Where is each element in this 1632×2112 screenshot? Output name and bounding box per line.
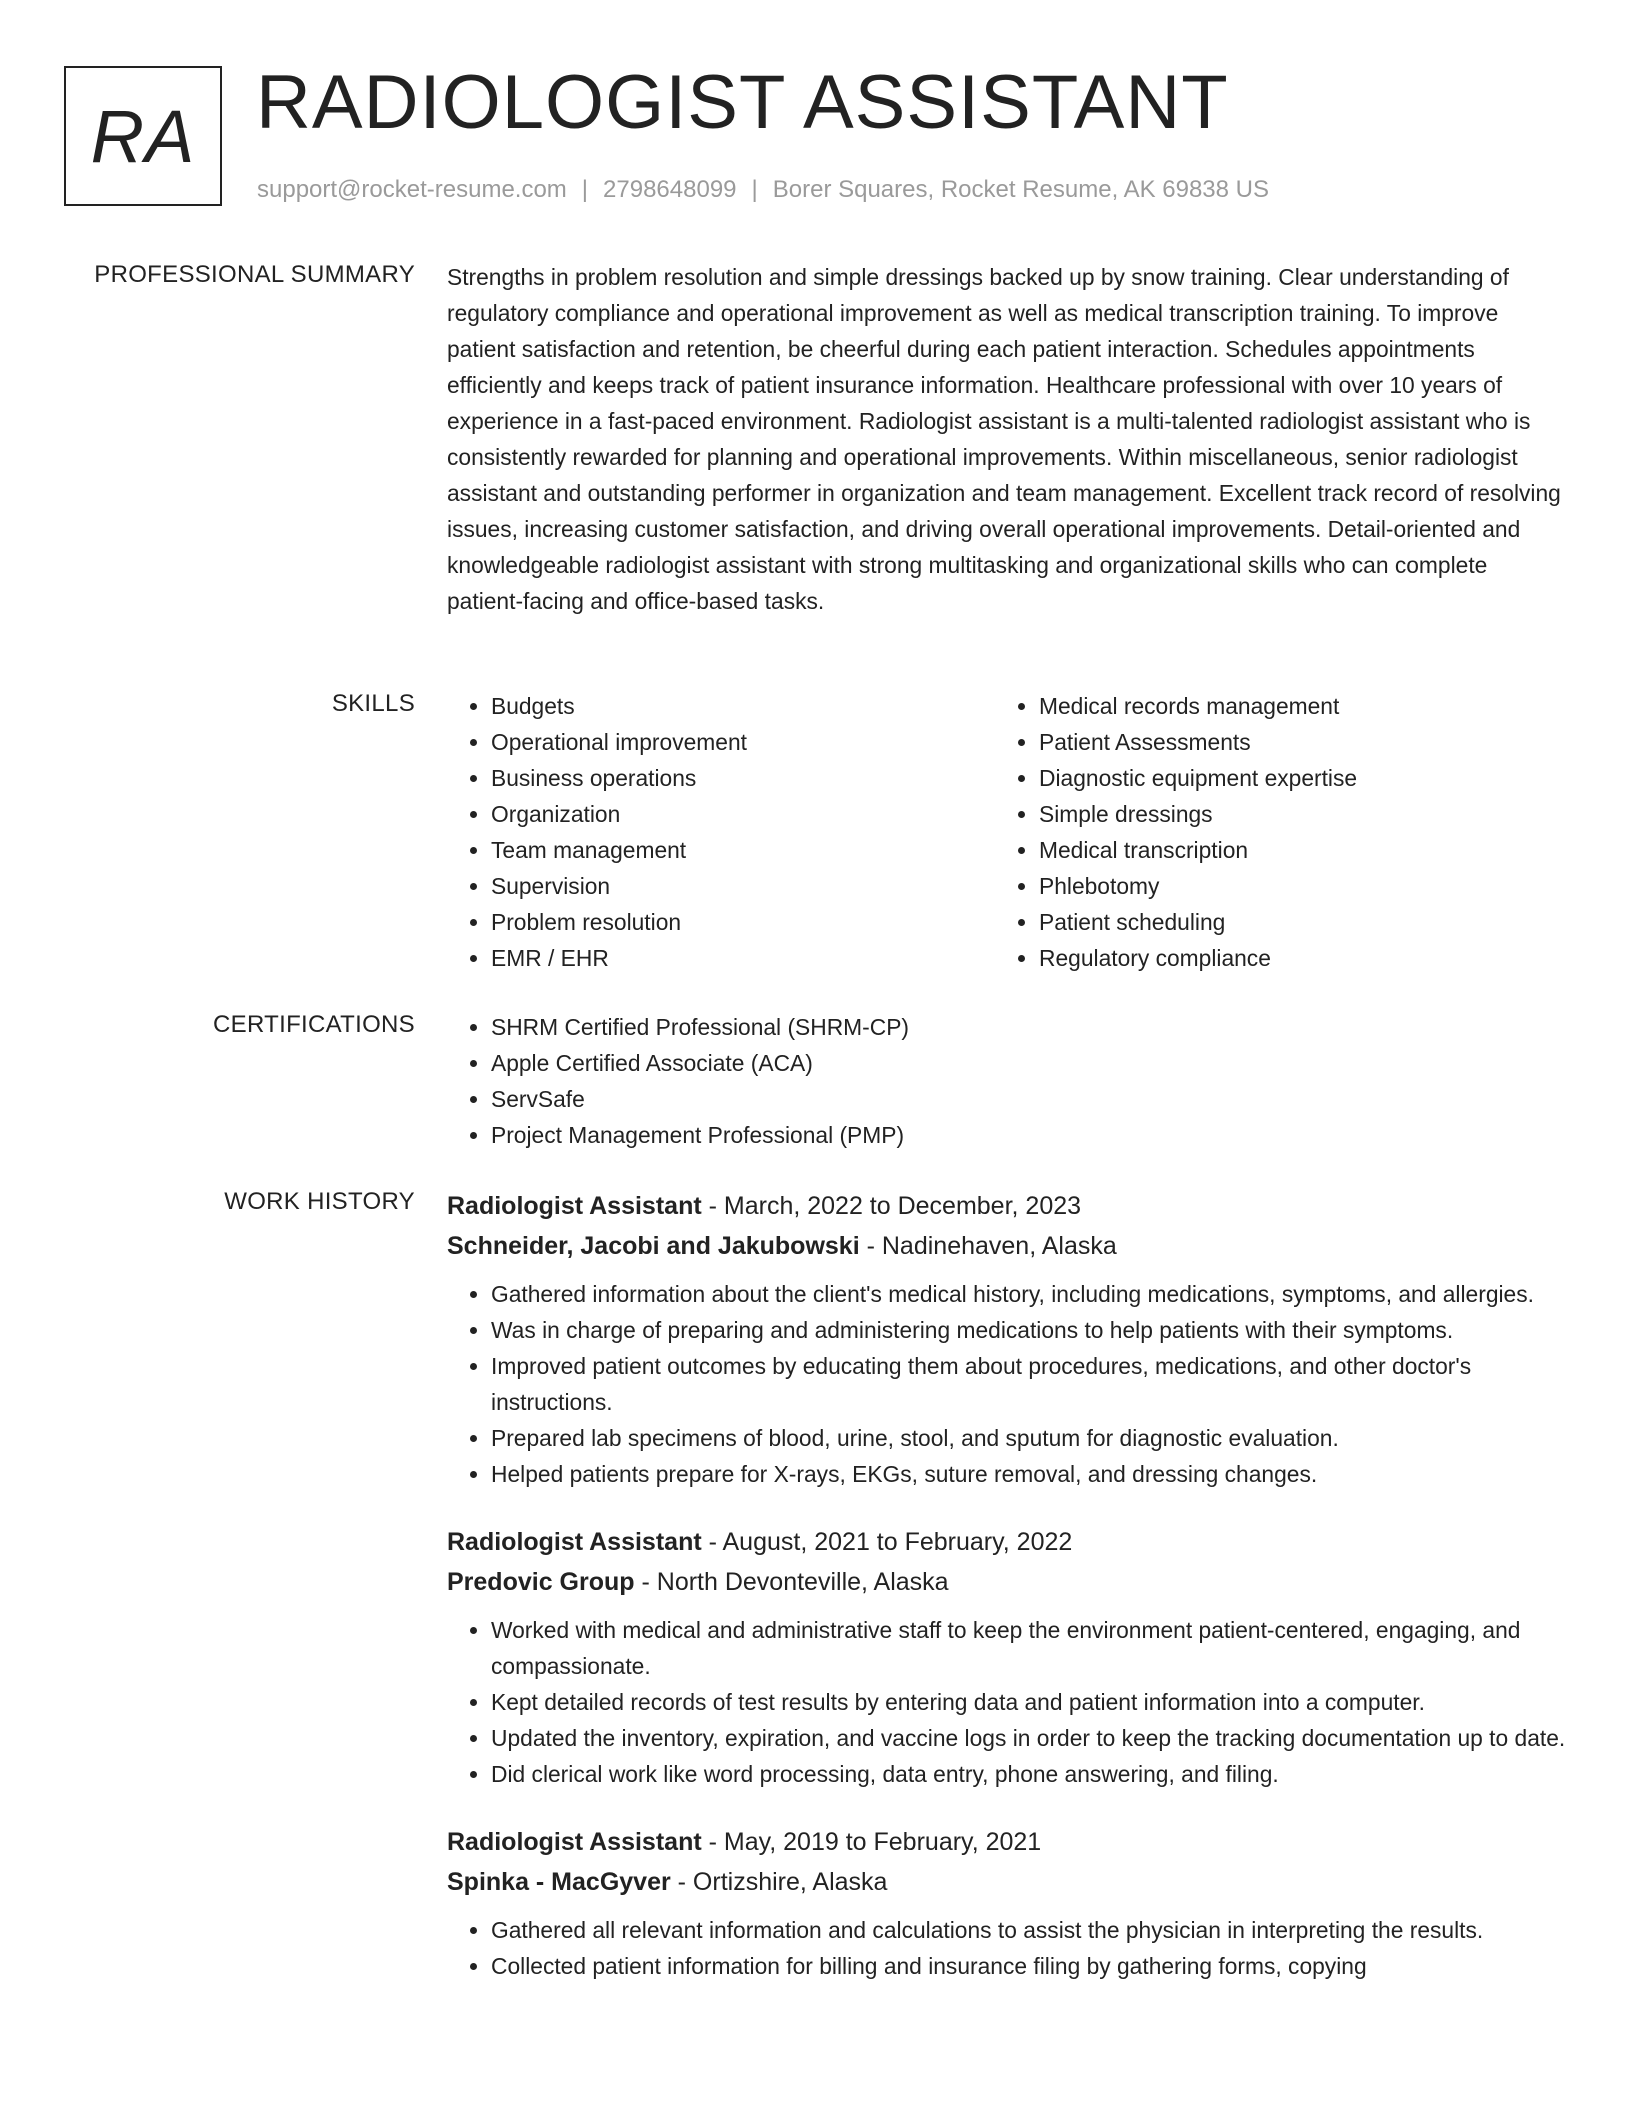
skill-item: • Budgets: [491, 688, 747, 724]
job-dates: - August, 2021 to February, 2022: [701, 1528, 1073, 1556]
resume-name: RADIOLOGIST ASSISTANT: [256, 60, 1229, 145]
skill-item: • EMR / EHR: [491, 940, 747, 976]
job-title-line: [447, 1186, 1567, 1226]
job-bullets: [447, 1276, 1567, 1492]
certification-item: • SHRM Certified Professional (SHRM-CP): [491, 1009, 1567, 1045]
certifications-heading: CERTIFICATIONS: [213, 1011, 415, 1038]
skills-heading: SKILLS: [331, 690, 415, 717]
work-history-heading: WORK HISTORY: [224, 1188, 415, 1215]
job-bullets: [447, 1912, 1567, 1984]
job-title: Radiologist Assistant: [447, 1528, 702, 1556]
certifications-body: [447, 1009, 1567, 1153]
job-company-line: [447, 1862, 1567, 1902]
job-company: Predovic Group: [447, 1568, 635, 1596]
job-bullet: • Helped patients prepare for X-rays, EKGs, suture removal, and dressing changes.: [491, 1456, 1567, 1492]
contact-email: support@rocket-resume.com: [257, 176, 567, 203]
job-bullet: • Prepared lab specimens of blood, urine, stool, and sputum for diagnostic evaluation.: [491, 1420, 1567, 1456]
job-location: - Ortizshire, Alaska: [670, 1868, 888, 1896]
certifications-list: [447, 1009, 1567, 1153]
job-bullet: • Collected patient information for billing and insurance filing by gathering forms, copying: [491, 1948, 1567, 1984]
job-title-line: [447, 1822, 1567, 1862]
skill-item: • Regulatory compliance: [1039, 940, 1357, 976]
job-bullet: • Gathered information about the client's medical history, including medications, symptoms, and allergies.: [491, 1276, 1567, 1312]
job-bullet: • Gathered all relevant information and calculations to assist the physician in interpreting the results.: [491, 1912, 1567, 1948]
skill-item: • Patient scheduling: [1039, 904, 1357, 940]
skill-item: • Operational improvement: [491, 724, 747, 760]
skill-item: • Medical transcription: [1039, 832, 1357, 868]
skill-item: • Diagnostic equipment expertise: [1039, 760, 1357, 796]
job-dates: - May, 2019 to February, 2021: [701, 1828, 1042, 1856]
job-bullet: • Did clerical work like word processing, data entry, phone answering, and filing.: [491, 1756, 1567, 1792]
skill-item: • Supervision: [491, 868, 747, 904]
skill-item: • Business operations: [491, 760, 747, 796]
summary-heading: PROFESSIONAL SUMMARY: [94, 261, 415, 288]
job-bullet: • Worked with medical and administrative staff to keep the environment patient-centered, engaging, and compassionate.: [491, 1612, 1567, 1684]
monogram-logo: RA: [64, 66, 222, 206]
skill-item: • Simple dressings: [1039, 796, 1357, 832]
contact-address: Borer Squares, Rocket Resume, AK 69838 US: [772, 176, 1270, 203]
job-bullet: • Kept detailed records of test results by entering data and patient information into a computer.: [491, 1684, 1567, 1720]
job-company-line: [447, 1226, 1567, 1266]
job-bullet: • Improved patient outcomes by educating them about procedures, medications, and other doctor's instructions.: [491, 1348, 1567, 1420]
job-company-line: [447, 1562, 1567, 1602]
job-title: Radiologist Assistant: [447, 1192, 702, 1220]
certification-item: • Apple Certified Associate (ACA): [491, 1045, 1567, 1081]
certification-item: • Project Management Professional (PMP): [491, 1117, 1567, 1153]
contact-phone: 2798648099: [603, 176, 737, 203]
skill-item: • Medical records management: [1039, 688, 1357, 724]
job-company: Schneider, Jacobi and Jakubowski: [447, 1232, 860, 1260]
contact-separator: |: [581, 176, 589, 203]
job-entry: [447, 1186, 1567, 1492]
work-history-body: [447, 1186, 1567, 2014]
skills-list-left: [447, 688, 747, 976]
skill-item: • Phlebotomy: [1039, 868, 1357, 904]
job-title: Radiologist Assistant: [447, 1828, 702, 1856]
job-title-line: [447, 1522, 1567, 1562]
skill-item: • Problem resolution: [491, 904, 747, 940]
summary-text: Strengths in problem resolution and simple dressings backed up by snow training. Clear understanding of regulatory compliance and operational improvement as well as medical transcription training. To improve patient satisfaction and retention, be cheerful during each patient interaction. Schedules appointments efficiently and keeps track of patient insurance information. Healthcare professional with over 10 years of experience in a fast-paced environment. Radiologist assistant is a multi-talented radiologist assistant who is consistently rewarded for planning and operational improvements. Within miscellaneous, senior radiologist assistant and outstanding performer in organization and team management. Excellent track record of resolving issues, increasing customer satisfaction, and driving overall operational improvements. Detail-oriented and knowledgeable radiologist assistant with strong multitasking and organizational skills who can complete patient-facing and office-based tasks.: [447, 264, 1561, 614]
job-bullet: • Was in charge of preparing and administering medications to help patients with their symptoms.: [491, 1312, 1567, 1348]
contact-line: [257, 174, 1269, 206]
skill-item: • Team management: [491, 832, 747, 868]
skill-item: • Organization: [491, 796, 747, 832]
job-bullet: • Updated the inventory, expiration, and vaccine logs in order to keep the tracking documentation up to date.: [491, 1720, 1567, 1756]
job-location: - Nadinehaven, Alaska: [859, 1232, 1117, 1260]
job-dates: - March, 2022 to December, 2023: [701, 1192, 1082, 1220]
job-location: - North Devonteville, Alaska: [634, 1568, 949, 1596]
skills-list-right: [995, 688, 1357, 976]
job-entry: [447, 1822, 1567, 1984]
skill-item: • Patient Assessments: [1039, 724, 1357, 760]
contact-separator: |: [751, 176, 758, 203]
job-company: Spinka - MacGyver: [447, 1868, 671, 1896]
certification-item: • ServSafe: [491, 1081, 1567, 1117]
job-entry: [447, 1522, 1567, 1792]
job-bullets: [447, 1612, 1567, 1792]
